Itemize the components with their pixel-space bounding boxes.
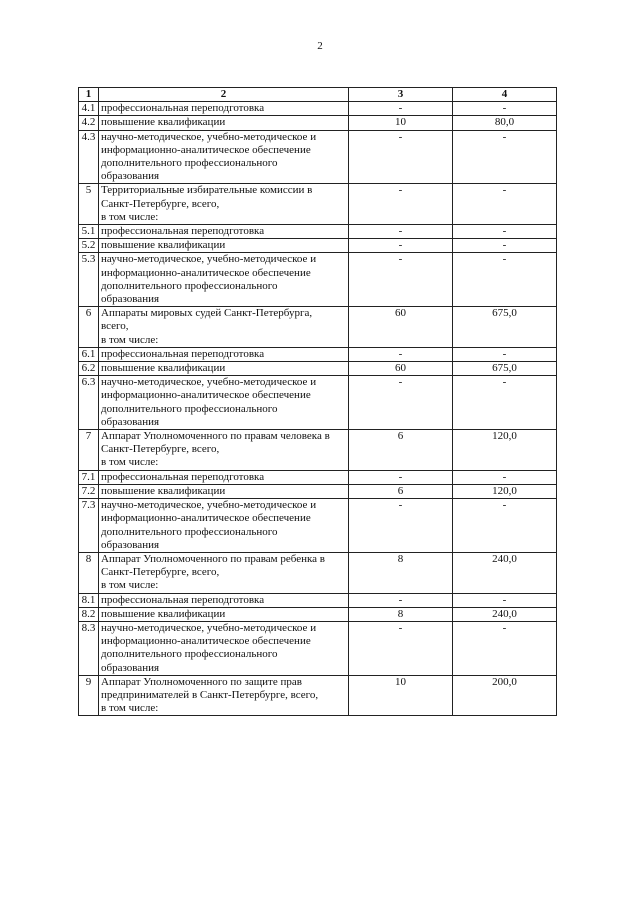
description-line: Санкт-Петербурге, всего,	[101, 443, 220, 456]
description-line: Территориальные избирательные комиссии в	[101, 184, 313, 197]
table-row	[79, 430, 557, 471]
description-line: повышение квалификации	[101, 607, 226, 620]
table-row	[79, 552, 557, 593]
description-line: образования	[101, 538, 160, 551]
row-description	[99, 593, 349, 607]
row-amount: 200,0	[453, 675, 557, 716]
row-description	[99, 675, 349, 716]
page-number: 2	[317, 40, 323, 52]
row-amount: -	[453, 593, 557, 607]
row-number: 8.1	[79, 593, 99, 607]
row-count: 10	[349, 675, 453, 716]
row-amount: 80,0	[453, 116, 557, 130]
row-description	[99, 552, 349, 593]
table-row	[79, 239, 557, 253]
table-row	[79, 675, 557, 716]
description-line: в том числе:	[101, 456, 159, 469]
description-line: научно-методическое, учебно-методическое и	[101, 253, 317, 266]
description-line: дополнительного профессионального	[101, 157, 278, 170]
row-description	[99, 225, 349, 239]
table-row	[79, 607, 557, 621]
row-number: 6.2	[79, 362, 99, 376]
description-line: образования	[101, 170, 160, 183]
description-line: всего,	[101, 320, 129, 333]
row-count: -	[349, 184, 453, 225]
row-count: -	[349, 253, 453, 307]
description-line: научно-методическое, учебно-методическое и	[101, 130, 317, 143]
table-row	[79, 376, 557, 430]
row-number: 7.1	[79, 470, 99, 484]
row-amount: -	[453, 225, 557, 239]
row-amount: -	[453, 376, 557, 430]
row-count: 8	[349, 607, 453, 621]
row-number: 7.3	[79, 499, 99, 553]
row-count: -	[349, 499, 453, 553]
row-description	[99, 184, 349, 225]
row-count: -	[349, 621, 453, 675]
row-description	[99, 253, 349, 307]
row-amount: 240,0	[453, 607, 557, 621]
row-amount: 675,0	[453, 362, 557, 376]
row-count: 60	[349, 307, 453, 348]
column-header: 3	[349, 88, 453, 102]
table-row	[79, 307, 557, 348]
description-line: информационно-аналитическое обеспечение	[101, 635, 311, 648]
row-amount: 240,0	[453, 552, 557, 593]
row-description	[99, 470, 349, 484]
row-amount: -	[453, 130, 557, 184]
description-line: профессиональная переподготовка	[101, 470, 265, 483]
row-amount: 675,0	[453, 307, 557, 348]
table-row	[79, 225, 557, 239]
row-amount: -	[453, 184, 557, 225]
column-header: 1	[79, 88, 99, 102]
description-line: информационно-аналитическое обеспечение	[101, 266, 311, 279]
description-line: предпринимателей в Санкт-Петербурге, всего,	[101, 688, 319, 701]
description-line: образования	[101, 293, 160, 306]
table-row	[79, 253, 557, 307]
row-number: 5.2	[79, 239, 99, 253]
table-row	[79, 499, 557, 553]
row-count: 60	[349, 362, 453, 376]
description-line: информационно-аналитическое обеспечение	[101, 512, 311, 525]
row-description	[99, 484, 349, 498]
row-count: -	[349, 102, 453, 116]
row-amount: -	[453, 499, 557, 553]
row-description	[99, 607, 349, 621]
table-row	[79, 362, 557, 376]
row-description	[99, 376, 349, 430]
description-line: повышение квалификации	[101, 239, 226, 252]
row-count: -	[349, 225, 453, 239]
table-row	[79, 347, 557, 361]
row-number: 6.3	[79, 376, 99, 430]
description-line: в том числе:	[101, 333, 159, 346]
row-number: 7.2	[79, 484, 99, 498]
row-number: 7	[79, 430, 99, 471]
row-count: -	[349, 347, 453, 361]
description-line: профессиональная переподготовка	[101, 593, 265, 606]
row-description	[99, 347, 349, 361]
description-line: Аппараты мировых судей Санкт-Петербурга,	[101, 307, 313, 320]
row-description	[99, 621, 349, 675]
row-amount: -	[453, 470, 557, 484]
description-line: в том числе:	[101, 579, 159, 592]
description-line: профессиональная переподготовка	[101, 102, 265, 115]
row-number: 4.3	[79, 130, 99, 184]
row-number: 5.1	[79, 225, 99, 239]
description-line: профессиональная переподготовка	[101, 347, 265, 360]
table-row	[79, 470, 557, 484]
row-number: 5.3	[79, 253, 99, 307]
description-line: образования	[101, 415, 160, 428]
description-line: Санкт-Петербурге, всего,	[101, 197, 220, 210]
table-row	[79, 621, 557, 675]
description-line: Аппарат Уполномоченного по правам ребенка в	[101, 552, 325, 565]
row-number: 8.3	[79, 621, 99, 675]
description-line: повышение квалификации	[101, 362, 226, 375]
row-count: 6	[349, 484, 453, 498]
row-description	[99, 430, 349, 471]
row-amount: 120,0	[453, 484, 557, 498]
description-line: профессиональная переподготовка	[101, 225, 265, 238]
row-count: 8	[349, 552, 453, 593]
description-line: Санкт-Петербурге, всего,	[101, 566, 220, 579]
description-line: в том числе:	[101, 702, 159, 715]
row-count: 10	[349, 116, 453, 130]
table-row	[79, 484, 557, 498]
row-description	[99, 499, 349, 553]
row-amount: -	[453, 239, 557, 253]
row-number: 9	[79, 675, 99, 716]
table-row	[79, 130, 557, 184]
table-row	[79, 184, 557, 225]
row-count: -	[349, 239, 453, 253]
row-description	[99, 130, 349, 184]
description-line: образования	[101, 661, 160, 674]
row-number: 5	[79, 184, 99, 225]
row-amount: -	[453, 102, 557, 116]
description-line: научно-методическое, учебно-методическое и	[101, 621, 317, 634]
allocation-table	[78, 87, 557, 716]
description-line: Аппарат Уполномоченного по правам человека в	[101, 430, 330, 443]
row-count: -	[349, 470, 453, 484]
row-number: 6	[79, 307, 99, 348]
row-number: 4.1	[79, 102, 99, 116]
table-row	[79, 116, 557, 130]
description-line: научно-методическое, учебно-методическое и	[101, 376, 317, 389]
row-amount: 120,0	[453, 430, 557, 471]
table-row	[79, 102, 557, 116]
description-line: научно-методическое, учебно-методическое и	[101, 499, 317, 512]
description-line: дополнительного профессионального	[101, 525, 278, 538]
description-line: Аппарат Уполномоченного по защите прав	[101, 675, 302, 688]
row-description	[99, 307, 349, 348]
row-description	[99, 102, 349, 116]
row-description	[99, 239, 349, 253]
description-line: информационно-аналитическое обеспечение	[101, 389, 311, 402]
column-header: 4	[453, 88, 557, 102]
row-amount: -	[453, 253, 557, 307]
table-header-row	[79, 88, 557, 102]
column-header: 2	[99, 88, 349, 102]
description-line: дополнительного профессионального	[101, 402, 278, 415]
row-number: 4.2	[79, 116, 99, 130]
description-line: информационно-аналитическое обеспечение	[101, 143, 311, 156]
row-amount: -	[453, 621, 557, 675]
row-number: 8.2	[79, 607, 99, 621]
row-number: 8	[79, 552, 99, 593]
description-line: дополнительного профессионального	[101, 648, 278, 661]
row-count: -	[349, 593, 453, 607]
row-count: -	[349, 376, 453, 430]
table-row	[79, 593, 557, 607]
description-line: в том числе:	[101, 210, 159, 223]
description-line: повышение квалификации	[101, 116, 226, 129]
description-line: дополнительного профессионального	[101, 279, 278, 292]
row-count: 6	[349, 430, 453, 471]
row-amount: -	[453, 347, 557, 361]
row-description	[99, 116, 349, 130]
row-number: 6.1	[79, 347, 99, 361]
row-count: -	[349, 130, 453, 184]
row-description	[99, 362, 349, 376]
description-line: повышение квалификации	[101, 484, 226, 497]
